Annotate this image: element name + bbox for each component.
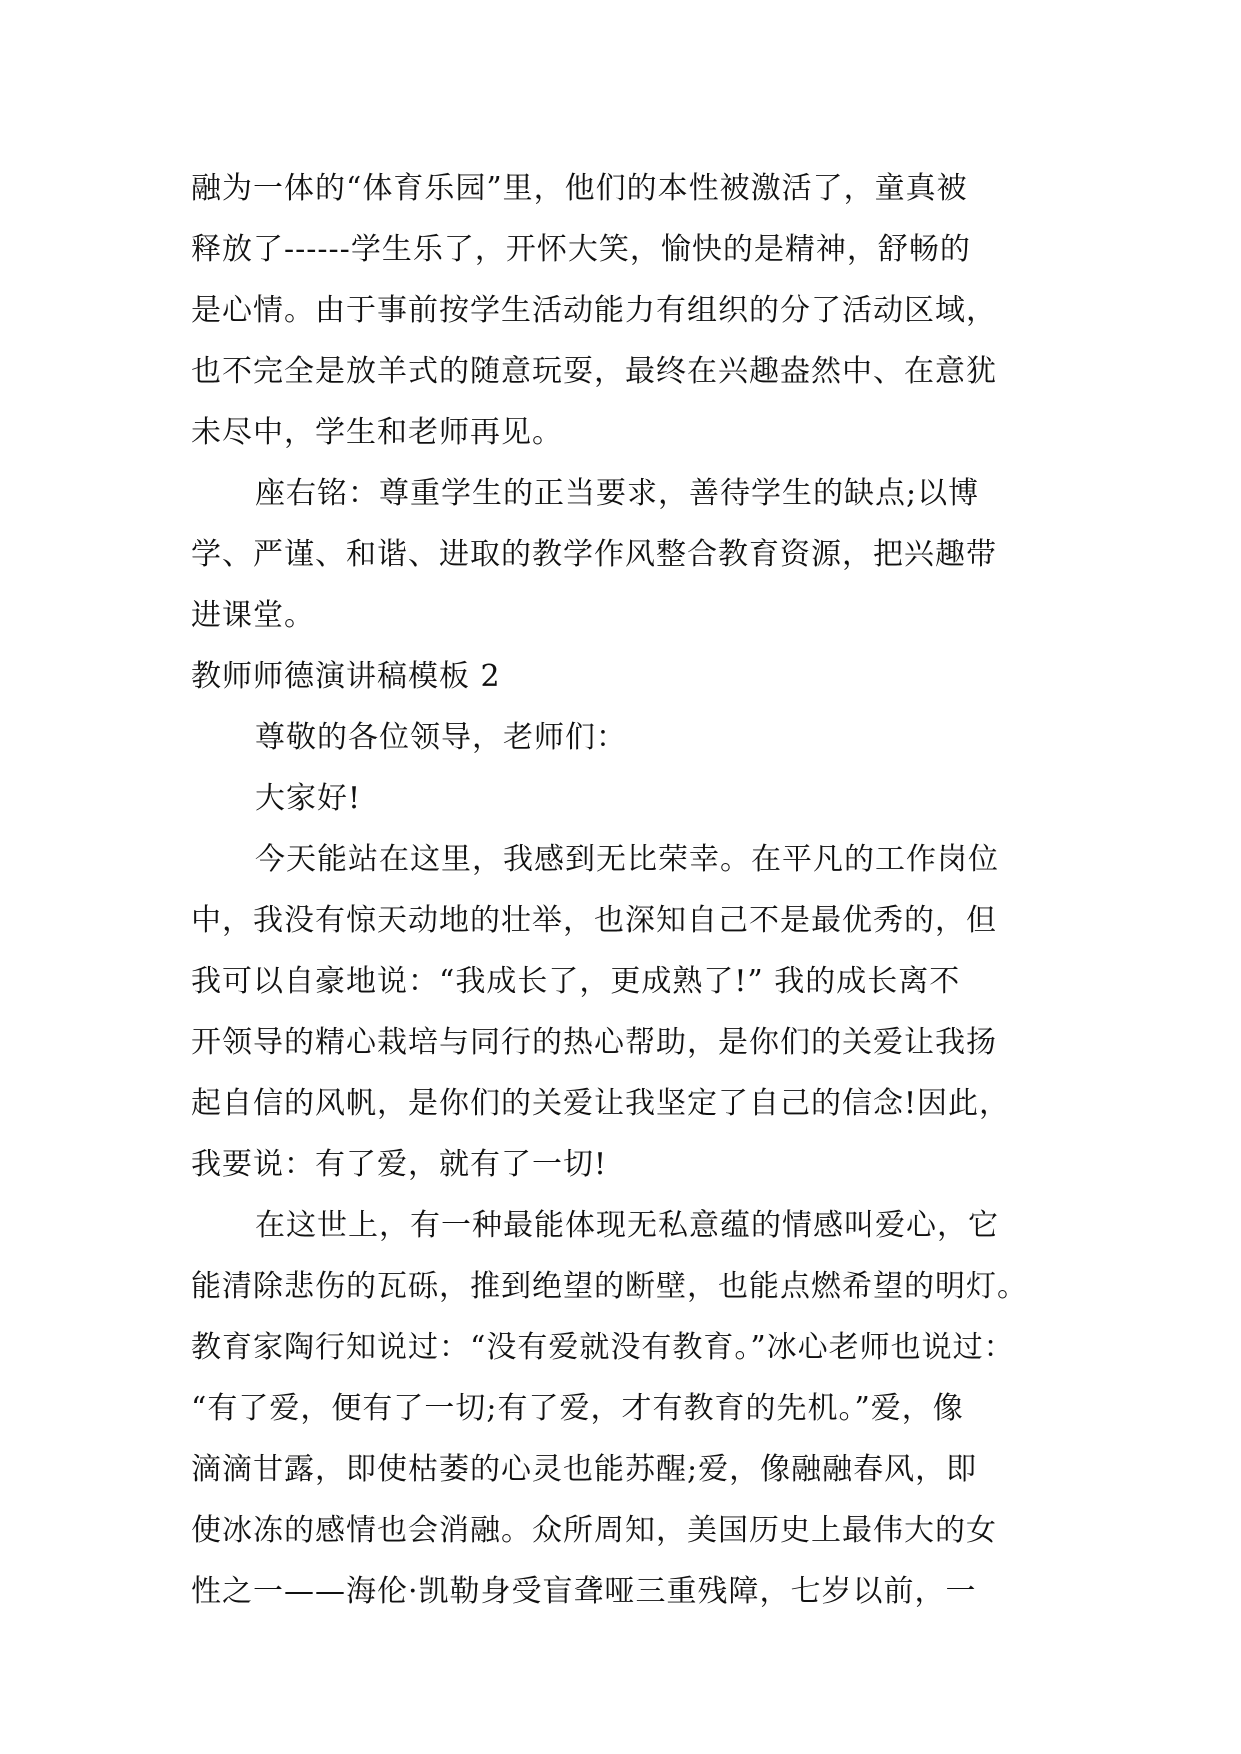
text-line: 座右铭：尊重学生的正当要求，善待学生的缺点;以博 [255,476,980,511]
text-line: 滴滴甘露，即使枯萎的心灵也能苏醒;爱，像融融春风，即 [191,1452,978,1487]
text-line: 使冰冻的感情也会消融。众所周知，美国历史上最伟大的女 [191,1513,997,1548]
greeting [191,768,1071,829]
text-line: 中，我没有惊天动地的壮举，也深知自己不是最优秀的，但 [191,903,997,938]
text-line: 我要说：有了爱，就有了一切! [191,1147,608,1182]
text-line: 性之一——海伦·凯勒身受盲聋哑三重残障，七岁以前，一 [191,1574,977,1609]
text-line: 大家好! [255,781,362,816]
text-line: 是心情。由于事前按学生活动能力有组织的分了活动区域， [191,293,997,328]
paragraph [191,829,1071,1195]
text-line: 我可以自豪地说：“我成长了，更成熟了!” 我的成长离不 [191,964,961,999]
text-line: 起自信的风帆，是你们的关爱让我坚定了自己的信念!因此， [191,1086,1011,1121]
text-line: 也不完全是放羊式的随意玩耍，最终在兴趣盎然中、在意犹 [191,354,997,389]
paragraph [191,158,1071,463]
paragraph [191,1195,1071,1622]
text-line: 进课堂。 [191,598,315,633]
text-line: 今天能站在这里，我感到无比荣幸。在平凡的工作岗位 [255,842,999,877]
section-title [191,646,1071,707]
text-line: 开领导的精心栽培与同行的热心帮助，是你们的关爱让我扬 [191,1025,997,1060]
text-line: “有了爱，便有了一切;有了爱，才有教育的先机。”爱，像 [191,1391,964,1426]
document-body [191,158,1071,1622]
text-line: 释放了------学生乐了，开怀大笑，愉快的是精神，舒畅的 [191,232,971,267]
text-line: 学、严谨、和谐、进取的教学作风整合教育资源，把兴趣带 [191,537,997,572]
text-line: 教育家陶行知说过：“没有爱就没有教育。”冰心老师也说过： [191,1330,1015,1365]
text-line: 未尽中，学生和老师再见。 [191,415,563,450]
text-line: 能清除悲伤的瓦砾，推到绝望的断壁，也能点燃希望的明灯。 [191,1269,1028,1304]
motto-paragraph [191,463,1071,646]
salutation [191,707,1071,768]
text-line: 尊敬的各位领导，老师们： [255,720,627,755]
section-title-text: 教师师德演讲稿模板 2 [191,659,501,694]
text-line: 在这世上，有一种最能体现无私意蕴的情感叫爱心，它 [255,1208,999,1243]
text-line: 融为一体的“体育乐园”里，他们的本性被激活了，童真被 [191,171,968,206]
